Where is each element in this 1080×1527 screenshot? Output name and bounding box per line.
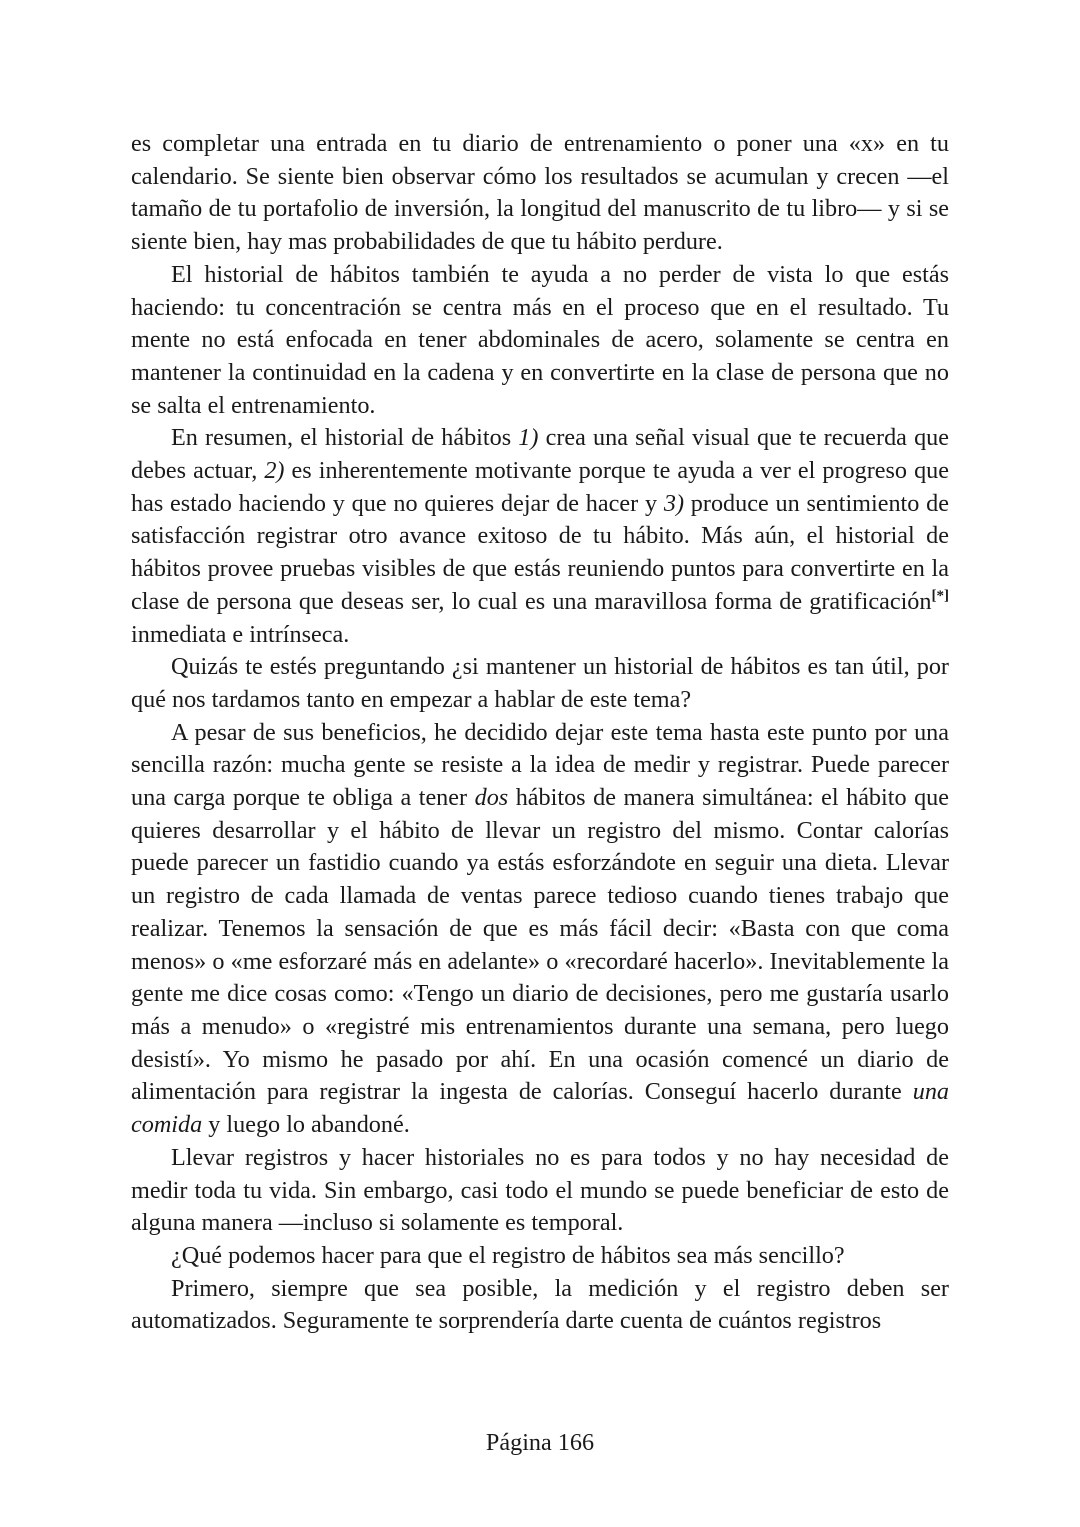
paragraph-text: produce un sentimiento de satisfacción registrar otro avance exitoso de tu hábito. Más aún, el historial de hábitos provee pruebas visibles de que estás reuniendo puntos para convertirte en la clase de persona que deseas ser, lo cual es una maravillosa forma de gratificación [131,489,949,615]
book-page-body [131,128,949,1338]
paragraph-text: A pesar de sus beneficios, he decidido dejar este tema hasta este punto por una sencilla razón: mucha gente se resiste a la idea de medir y registrar. Puede parecer una carga porque te obliga a tener [131,718,949,812]
body-paragraph [131,422,949,651]
paragraph-text: y luego lo abandoné. [202,1111,410,1139]
italic-text: dos [474,784,509,812]
body-paragraph [131,1273,949,1338]
body-paragraph [131,128,949,259]
body-paragraph [131,259,949,423]
body-paragraph [131,1240,949,1273]
italic-text: una comida [131,1078,949,1139]
page-number: Página 166 [485,1429,595,1456]
body-paragraph [131,651,949,716]
paragraph-text: Primero, siempre que sea posible, la medición y el registro deben ser automatizados. Seguramente te sorprendería darte cuenta de cuántos registros [131,1274,949,1335]
paragraph-text: El historial de hábitos también te ayuda a no perder de vista lo que estás haciendo: tu concentración se centra más en el proceso que en el resultado. Tu mente no está enfocada en tener abdominales de acero, solamente se centra en mantener la continuidad en la cadena y en convertirte en la clase de persona que no se salta el entrenamiento. [131,260,949,419]
italic-text: 2) [264,457,285,485]
paragraph-text: Quizás te estés preguntando ¿si mantener un historial de hábitos es tan útil, por qué nos tardamos tanto en empezar a hablar de este tema? [131,653,949,713]
paragraph-text: inmediata e intrínseca. [131,620,350,648]
paragraph-text: Llevar registros y hacer historiales no es para todos y no hay necesidad de medir toda tu vida. Sin embargo, casi todo el mundo se puede beneficiar de esto de alguna manera —incluso si solamente es temporal. [131,1143,949,1237]
paragraph-text: hábitos de manera simultánea: el hábito que quieres desarrollar y el hábito de llevar un registro del mismo. Contar calorías puede parecer un fastidio cuando ya estás esforzándote en seguir una dieta. Llevar un registro de cada llamada de ventas parece tedioso cuando tienes trabajo que realizar. Tenemos la sensación de que es más fácil decir: «Basta con que coma menos» o «me esforzaré más en adelante» o «recordaré hacerlo». Inevitablemente la gente me dice cosas como: «Tengo un diario de decisiones, pero me gustaría usarlo más a menudo» o «registré mis entrenamientos durante una semana, pero luego desistí». Yo mismo he pasado por ahí. En una ocasión comencé un diario de alimentación para registrar la ingesta de calorías. Conseguí hacerlo durante [131,784,949,1106]
body-paragraph [131,1142,949,1240]
italic-text: 3) [663,489,684,517]
body-paragraph [131,717,949,1142]
paragraph-text: En resumen, el historial de hábitos [171,424,519,452]
footnote-marker: [*] [931,587,949,604]
paragraph-text: ¿Qué podemos hacer para que el registro de hábitos sea más sencillo? [171,1241,845,1269]
paragraph-text: crea una señal visual que te recuerda que debes actuar, [131,424,950,485]
italic-text: 1) [518,424,539,452]
paragraph-text: es inherentemente motivante porque te ayuda a ver el progreso que has estado haciendo y que no quieres dejar de hacer y [131,457,949,517]
paragraph-text: es completar una entrada en tu diario de entrenamiento o poner una «x» en tu calendario. Se siente bien observar cómo los resultados se acumulan y crecen —el tamaño de tu portafolio de inversión, la longitud del manuscrito de tu libro— y si se siente bien, hay mas probabilidades de que tu hábito perdure. [131,130,949,256]
